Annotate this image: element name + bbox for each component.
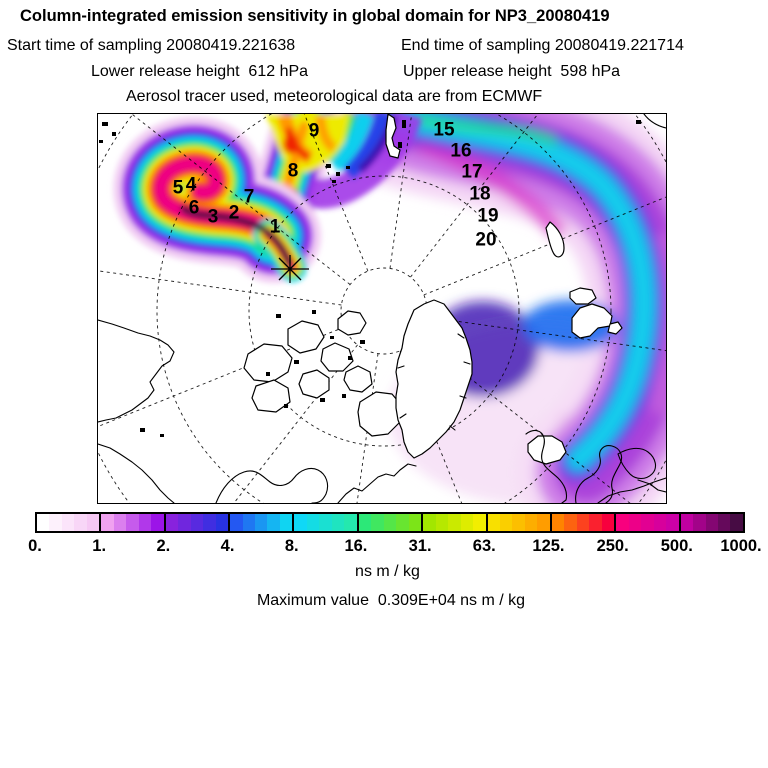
trajectory-hour-label: 4 — [185, 174, 197, 196]
page-title: Column-integrated emission sensitivity in global domain for NP3_20080419 — [20, 7, 610, 25]
colorbar-segment — [681, 514, 743, 531]
colorbar-segment — [552, 514, 616, 531]
trajectory-hour-label: 5 — [172, 177, 184, 199]
trajectory-hour-label: 3 — [207, 206, 219, 228]
colorbar-tick: 1000. — [720, 537, 762, 555]
trajectory-hour-label: 18 — [469, 183, 491, 205]
trajectory-hour-label: 20 — [475, 229, 497, 251]
colorbar — [35, 512, 745, 533]
trajectory-hour-label: 17 — [461, 161, 483, 183]
trajectory-hour-label: 2 — [228, 202, 240, 224]
colorbar-segment — [488, 514, 552, 531]
colorbar-tick: 16. — [344, 537, 368, 555]
trajectory-hour-label: 1 — [269, 216, 281, 238]
end-time-label: End time of sampling 20080419.221714 — [401, 37, 684, 54]
map-canvas — [98, 114, 666, 503]
colorbar-segment — [423, 514, 487, 531]
colorbar-tick: 0. — [28, 537, 42, 555]
colorbar-tick: 4. — [220, 537, 235, 555]
trajectory-hour-label: 8 — [287, 160, 299, 182]
colorbar-segment — [230, 514, 294, 531]
colorbar-unit-label: ns m / kg — [355, 563, 420, 580]
trajectory-hour-label: 16 — [450, 140, 472, 162]
colorbar-tick: 63. — [472, 537, 496, 555]
start-time-label: Start time of sampling 20080419.221638 — [7, 37, 296, 54]
colorbar-tick: 1. — [92, 537, 107, 555]
colorbar-segment — [37, 514, 101, 531]
trajectory-hour-label: 9 — [308, 120, 320, 142]
trajectory-hour-label: 7 — [243, 186, 255, 208]
lower-release-height-label: Lower release height 612 hPa — [91, 63, 309, 80]
colorbar-tick: 125. — [532, 537, 565, 555]
colorbar-tick: 250. — [596, 537, 629, 555]
colorbar-tick: 2. — [156, 537, 171, 555]
trajectory-hour-label: 15 — [433, 119, 455, 141]
colorbar-tick: 500. — [660, 537, 693, 555]
trajectory-hour-label: 6 — [188, 197, 200, 219]
maximum-value-label: Maximum value 0.309E+04 ns m / kg — [256, 592, 526, 609]
colorbar-tick: 8. — [284, 537, 299, 555]
colorbar-segment — [166, 514, 230, 531]
colorbar-tick-row — [28, 537, 762, 557]
colorbar-segment — [359, 514, 423, 531]
colorbar-segment — [101, 514, 165, 531]
colorbar-segment — [294, 514, 358, 531]
trajectory-hour-label: 19 — [477, 205, 499, 227]
colorbar-tick: 31. — [408, 537, 432, 555]
upper-release-height-label: Upper release height 598 hPa — [403, 63, 621, 80]
colorbar-segment — [616, 514, 680, 531]
emission-sensitivity-map — [97, 113, 667, 504]
tracer-note-label: Aerosol tracer used, meteorological data are from ECMWF — [126, 88, 543, 105]
